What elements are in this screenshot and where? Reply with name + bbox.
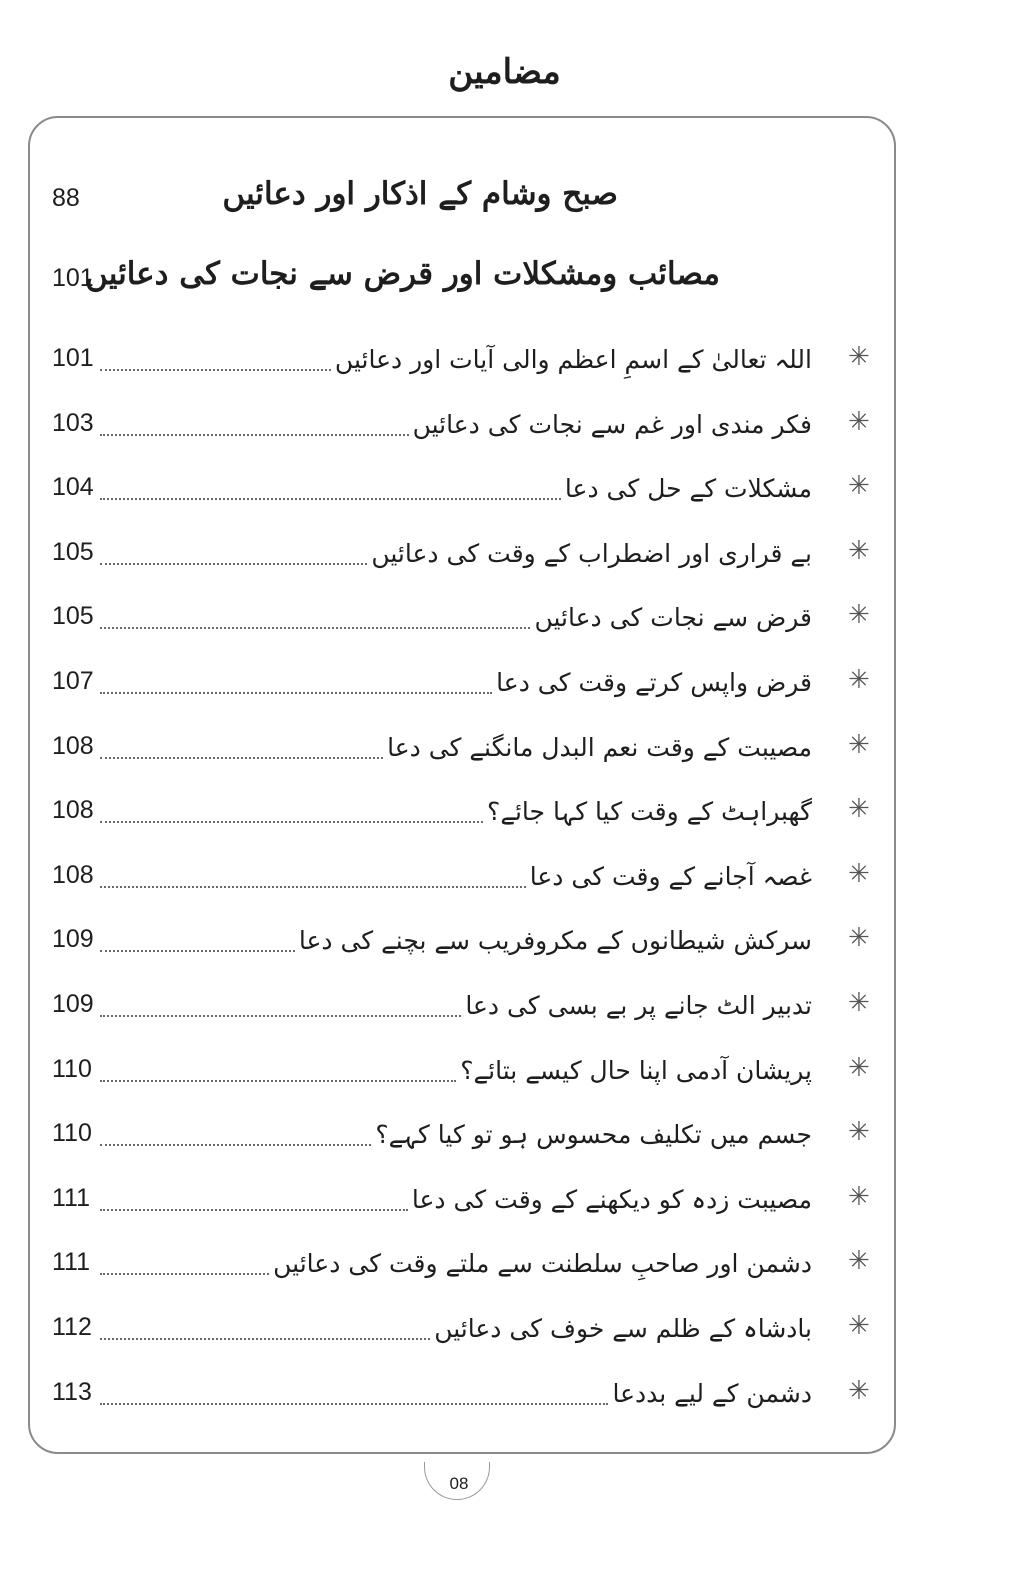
toc-section-row [30,176,894,226]
toc-entry-row [30,853,894,903]
entry-page-number: 107 [52,667,94,695]
entry-title: قرض واپس کرتے وقت کی دعا [496,668,812,697]
toc-entry-row [30,336,894,386]
entry-title: تدبیر الٹ جانے پر بے بسی کی دعا [465,991,812,1020]
entry-title: اللہ تعالیٰ کے اسمِ اعظم والی آیات اور دعائیں [334,345,812,374]
toc-entry-row [30,1176,894,1226]
toc-entry-row [30,982,894,1032]
star-bullet-icon: ✳ [848,1311,870,1341]
entry-page-number: 110 [52,1119,92,1148]
toc-entry-row [30,465,894,515]
star-bullet-icon: ✳ [848,1117,870,1148]
entry-line [100,724,812,774]
dot-leader [100,369,331,371]
toc-entry-row [30,401,894,451]
toc-entry-row [30,788,894,838]
dot-leader [100,1403,608,1405]
entry-page-number: 108 [52,731,94,760]
entry-title: گھبراہٹ کے وقت کیا کہا جائے؟ [487,797,812,827]
entry-title: مشکلات کے حل کی دعا [564,474,812,504]
dot-leader [100,1273,269,1275]
entry-line [100,530,812,580]
entry-line [100,401,812,451]
dot-leader [100,563,367,565]
toc-entry-row [30,724,894,774]
page-header-title: مضامین [448,52,561,92]
dot-leader [100,821,483,823]
star-bullet-icon: ✳ [848,729,870,760]
toc-entry-row [30,917,894,967]
section-title: مصائب ومشکلات اور قرض سے نجات کی دعائیں [85,256,720,292]
section-title: صبح وشام کے اذکار اور دعائیں [222,176,618,212]
entry-line [100,1240,812,1290]
entry-page-number: 104 [52,473,94,502]
dot-leader [100,1209,408,1211]
toc-entry-row [30,594,894,644]
entry-line [100,788,812,838]
star-bullet-icon: ✳ [848,665,870,695]
entry-line [100,982,812,1032]
entry-line [100,853,812,903]
dot-leader [100,1338,430,1340]
section-page-number: 88 [52,184,80,212]
dot-leader [100,692,492,694]
entry-line [100,336,812,386]
entry-line [100,1370,812,1420]
entry-page-number: 111 [52,1248,91,1277]
entry-page-number: 108 [52,860,94,889]
dot-leader [100,434,409,436]
entry-page-number: 101 [52,344,94,372]
dot-leader [100,757,383,759]
entry-title: دشمن کے لیے بددعا [612,1378,812,1408]
entry-title: بادشاہ کے ظلم سے خوف کی دعائیں [434,1314,812,1343]
toc-section-row [30,256,894,306]
entry-title: پریشان آدمی اپنا حال کیسے بتائے؟ [460,1055,812,1085]
star-bullet-icon: ✳ [848,535,870,566]
entry-title: غصہ آجانے کے وقت کی دعا [529,861,812,891]
entry-page-number: 113 [52,1377,92,1406]
toc-entry-row [30,530,894,580]
star-bullet-icon: ✳ [848,1181,870,1212]
entry-line [100,1111,812,1161]
star-bullet-icon: ✳ [848,406,870,437]
entry-line [100,659,812,709]
entry-page-number: 109 [52,925,94,954]
entry-page-number: 108 [52,796,94,825]
star-bullet-icon: ✳ [848,858,870,889]
toc-entry-row [30,1111,894,1161]
dot-leader [100,886,526,888]
entry-page-number: 103 [52,408,94,437]
star-bullet-icon: ✳ [848,988,870,1018]
entry-page-number: 111 [52,1183,91,1212]
star-bullet-icon: ✳ [848,1375,870,1406]
star-bullet-icon: ✳ [848,1052,870,1083]
entry-line [100,1176,812,1226]
entry-line [100,465,812,515]
entry-line [100,1047,812,1097]
page-number: 08 [424,1464,494,1504]
entry-title: جسم میں تکلیف محسوس ہو تو کیا کہے؟ [375,1120,812,1150]
toc-entry-row [30,1240,894,1290]
entry-page-number: 105 [52,537,94,566]
star-bullet-icon: ✳ [848,342,870,372]
entry-line [100,1305,812,1355]
toc-entry-row [30,1370,894,1420]
star-bullet-icon: ✳ [848,471,870,502]
entry-page-number: 110 [52,1054,92,1083]
entry-title: سرکش شیطانوں کے مکروفریب سے بچنے کی دعا [298,926,812,956]
entry-title: قرض سے نجات کی دعائیں [534,603,812,633]
star-bullet-icon: ✳ [848,600,870,631]
section-page-number: 101 [52,264,94,292]
toc-entry-row [30,659,894,709]
toc-entry-row [30,1047,894,1097]
dot-leader [100,1015,461,1017]
dot-leader [100,627,530,629]
entry-line [100,917,812,967]
entry-title: دشمن اور صاحبِ سلطنت سے ملتے وقت کی دعائیں [273,1249,812,1279]
entry-page-number: 105 [52,602,94,631]
entry-title: بے قراری اور اضطراب کے وقت کی دعائیں [371,538,812,568]
entry-title: مصیبت کے وقت نعم البدل مانگنے کی دعا [387,732,812,762]
dot-leader [100,1080,456,1082]
entry-page-number: 109 [52,990,94,1018]
entry-title: مصیبت زدہ کو دیکھنے کے وقت کی دعا [411,1184,812,1214]
toc-frame [28,116,896,1454]
toc-entry-row [30,1305,894,1355]
star-bullet-icon: ✳ [848,1246,870,1277]
star-bullet-icon: ✳ [848,794,870,825]
entry-line [100,594,812,644]
entry-page-number: 112 [52,1313,92,1341]
dot-leader [100,1144,371,1146]
star-bullet-icon: ✳ [848,923,870,954]
dot-leader [100,950,295,952]
dot-leader [100,498,561,500]
entry-title: فکر مندی اور غم سے نجات کی دعائیں [412,409,812,439]
